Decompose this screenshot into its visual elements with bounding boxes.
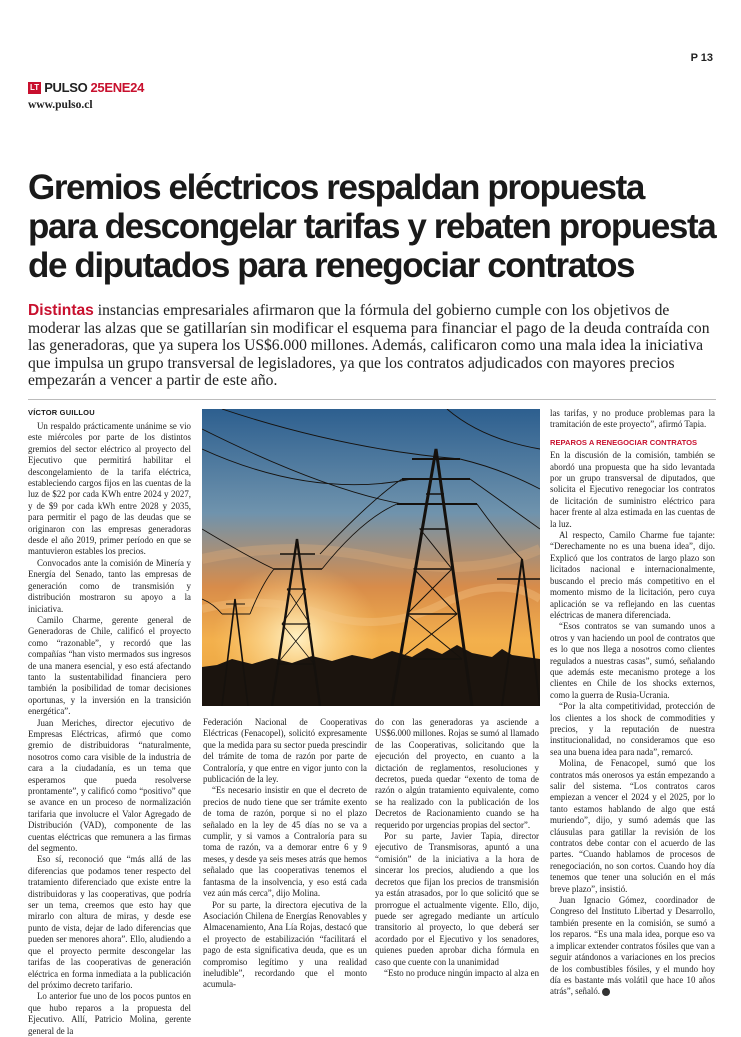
page-number: P 13	[690, 52, 713, 64]
paragraph	[550, 895, 715, 998]
paragraph: Eso sí, reconoció que “más allá de las diferencias que podamos tener respecto del tratamiento diferenciado que existe entre la distribuidoras y las cooperativas, que podría ser un tema, creemos que esto hay que mirarlo con altura de miras, y desde ese punto de vista, dejar de lado diferencias que pueden ser menores ahora”. Ello, aludiendo a que el proyecto permite descongelar las tarifas de las cooperativas de generación eléctrica en forma inmediata a la publicación del próximo decreto tarifario.	[28, 854, 191, 990]
paragraph: Federación Nacional de Cooperativas Eléctricas (Fenacopel), solicitó expresamente que la medida para su sector pueda prescindir del trámite de toma de razón por parte de Contraloría, y que entre en vigor junto con la publicación de la ley.	[203, 717, 367, 785]
paragraph: Convocados ante la comisión de Minería y Energía del Senado, tanto las empresas de generación como de transmisión y distribución mostraron su apoyo a la iniciativa.	[28, 557, 191, 614]
article-photo	[202, 409, 540, 706]
lede	[28, 302, 718, 390]
paragraph: Por su parte, la directora ejecutiva de la Asociación Chilena de Energías Renovables y Almacenamiento, Ana Lía Rojas, destacó que el proyecto de estabilización “facilitará el pago de esta significativa deuda, que es un compromiso legítimo y una realidad ineludible”, recordando que el monto acumula-	[203, 899, 367, 990]
column-1	[28, 421, 191, 1037]
paragraph: do con las generadoras ya asciende a US$6.000 millones. Rojas se sumó al llamado de las Cooperativas, solicitando que la ejecución del proyecto, en cuanto a la dictación de reglamentos, resoluciones y decretos, pueda quedar “exento de toma de razón o algún tratamiento equivalente, como se ha realizado con la publicación de los Decretos de Racionamiento cuando se ha requerido por urgencias propias del sector”.	[375, 717, 539, 830]
lede-first-word: Distintas	[28, 302, 94, 319]
column-3	[375, 717, 539, 979]
paragraph: Por su parte, Javier Tapia, director ejecutivo de Transmisoras, apuntó a una “omisión” de la iniciativa a la hora de sincerar los precios, aludiendo a que los decretos que fijan los precios de transmisión ya están atrasados, por lo que solicitó que se prorrogue el actualmente vigente. Ello, dijo, puede ser agregado mediante un artículo transitorio al proyecto, lo que deberá ser acordado por el Ejecutivo y los senadores, quienes pueden aprobar dicha fórmula en caso que cuente con la unanimidad	[375, 831, 539, 967]
paragraph: Juan Meriches, director ejecutivo de Empresas Eléctricas, afirmó que como gremio de distribuidoras “naturalmente, nosotros como cara visible de la industria de cara a la ciudadanía, es un tema que esperamos que pueda resolverse prontamente”, y calificó como “positivo” que se avance en un proceso de normalización tarifaria que involucre el Valor Agregado de Distribución (VAD), componente de las cuentas eléctricas que remunera a las firmas del segmento.	[28, 717, 191, 854]
divider	[28, 399, 716, 400]
paragraph: Camilo Charme, gerente general de Generadoras de Chile, calificó el proyecto como “razonable”, y recordó que las compañías “han visto mermados sus ingresos de una manera esencial, y eso está afectando tanto la sustentabilidad financiera pero también la posibilidad de tomar decisiones oportunas, y la inversión en la transición energética”.	[28, 614, 191, 717]
paragraph: “Esos contratos se van sumando unos a otros y van haciendo un pool de contratos que es lo que nos llega a nosotros como clientes regulados a nuestras casas”, sumó, señalando que además este mecanismo protege a los clientes en Chile de los shocks externos, como la guerra de Rusia-Ucrania.	[550, 621, 715, 700]
masthead	[28, 80, 144, 95]
paragraph: Al respecto, Camilo Charme fue tajante: “Derechamente no es una buena idea”, dijo. Explicó que los contratos de largo plazo son licitados nacional e internacionalmente, buscando el precio más competitivo en el momento mismo de la licitación, pero cuya aplicación se va reflejando en las cuentas eléctricas de manera diferenciada.	[550, 530, 715, 620]
paragraph: “Esto no produce ningún impacto al alza en	[384, 967, 540, 978]
website-url: www.pulso.cl	[28, 99, 93, 111]
paragraph: En la discusión de la comisión, también se abordó una propuesta que ha sido levantada por un grupo transversal de diputados, que solicita el Ejecutivo renegociar los contratos de licitación de suministro eléctrico para hacer frente al alza estimada en las cuentas de la luz.	[550, 450, 715, 529]
subhead: REPAROS A RENEGOCIAR CONTRATOS	[550, 437, 698, 447]
paragraph: Molina, de Fenacopel, sumó que los contratos más onerosos ya están empezando a salir del sistema. “Los contratos caros empiezan a vencer el 2024 y el 2025, por lo tanto estamos hablando de algo que está muriendo”, dijo, y sumó además que las cláusulas para gatillar la revisión de los contratos debe contar con el acuerdo de las partes. “Cuando hablamos de procesos de renegociación, no son cortos. Cuando hoy día tenemos que tener una solución en el más breve plazo”, insistió.	[550, 758, 715, 894]
paragraph-text: Juan Ignacio Gómez, coordinador de Congreso del Instituto Libertad y Desarrollo, también presente en la comisión, se sumó a los reparos. “Es una mala idea, porque eso va a implicar extender contratos fósiles que van a seguir atándonos a variaciones en los precios de los combustibles fósiles, y el mundo hoy día es bastante más volátil que hace 10 años atrás”, señaló.	[550, 895, 715, 997]
paragraph: Un respaldo prácticamente unánime se vio este miércoles por parte de los distintos gremios del sector eléctrico al proyecto del Ejecutivo que permitirá habilitar el descongelamiento de la tarifa eléctrica, estableciendo cargos fijos en las cuentas de la luz de $22 por cada KWh entre 2024 y 2027, y de $9 por cada kWh entre 2028 y 2035, para permitir el pago de las deudas que se originaron con las empresas generadoras desde el año 2019, primer período en que se mantuvieron estables los precios.	[28, 421, 191, 557]
lede-text: instancias empresariales afirmaron que la fórmula del gobierno cumple con los objetivos de moderar las alzas que se gatillarían sin modificar el esquema para financiar el pago de la deuda contraída con las generadoras, que ya supera los US$6.000 millones. Además, calificaron como una mala idea la iniciativa que impulsa un grupo transversal de legisladores, ya que los contratos adjudicados con mayores precios empezarán a vencer a partir de este año.	[28, 302, 710, 390]
paragraph: “Por la alta competitividad, protección de los clientes a los shock de commodities y precios, y la reputación de nuestra institucionalidad, no consideramos que eso sea una buena idea para nada”, remarcó.	[550, 701, 715, 757]
headline: Gremios eléctricos respaldan propuesta para descongelar tarifas y rebaten propuesta de diputados para renegociar contratos	[28, 168, 716, 285]
edition-date: 25ENE24	[90, 80, 145, 95]
power-towers-sunset-image	[202, 409, 540, 706]
column-4	[550, 408, 715, 998]
paragraph: “Es necesario insistir en que el decreto de precios de nudo tiene que ser trámite exento de toma de razón, porque si no el plazo señalado en la ley de 45 días no se va a cumplir, y si vamos a Contraloría para su toma de razón, va a demorar entre 6 y 9 meses, y desde ya seis meses atrás que hemos señalado que las cooperativas tenemos el fantasma de la insolvencia, y eso está cada vez aún más cerca”, dijo Molina.	[203, 785, 367, 899]
paragraph: Lo anterior fue uno de los pocos puntos en que hubo reparos a la propuesta del Ejecutivo. Allí, Patricio Molina, gerente general de la	[28, 991, 191, 1036]
paragraph: las tarifas, y no produce problemas para la tramitación de este proyecto”, afirmó Tapia.	[550, 408, 715, 430]
lt-logo: LT	[30, 82, 40, 92]
end-of-article-icon	[602, 988, 610, 996]
section-name: PULSO	[44, 80, 88, 95]
byline: VÍCTOR GUILLOU	[28, 408, 95, 417]
column-2	[203, 717, 367, 991]
